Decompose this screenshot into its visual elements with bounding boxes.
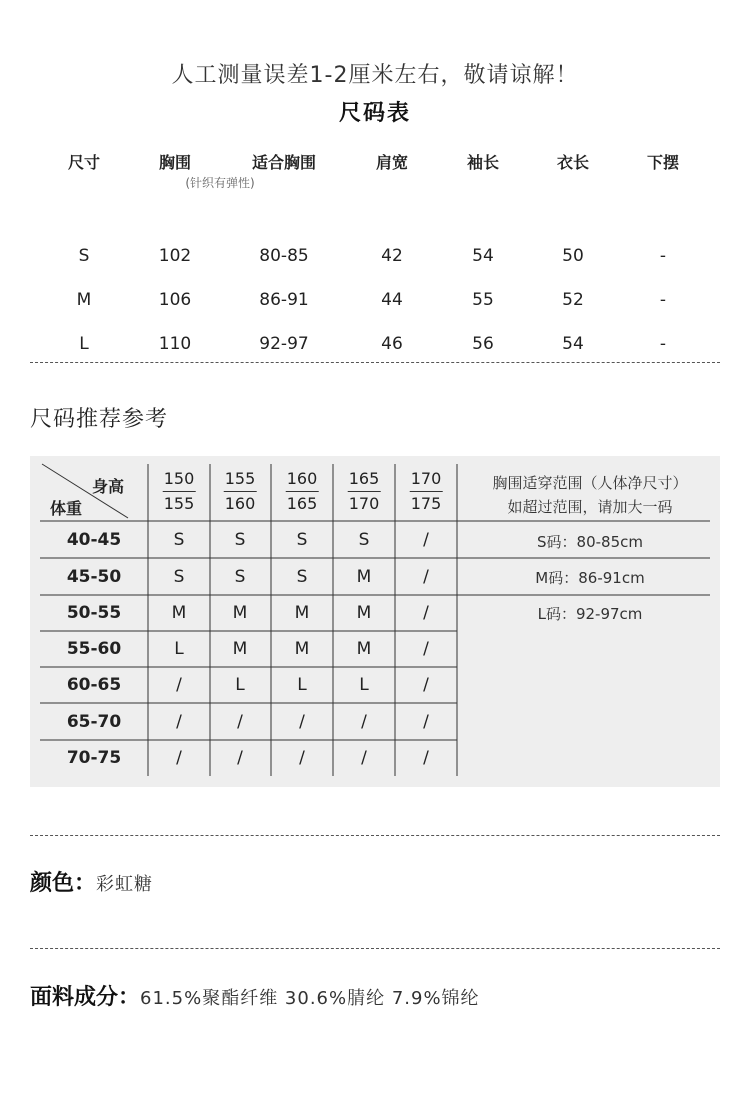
recommend-size-cell: / [176, 711, 182, 732]
chest-note: (针织有弹性) [185, 176, 255, 190]
size-cell: 54 [472, 246, 494, 266]
header-chest: 胸围 [158, 153, 192, 172]
height-range: $\frac{170}{175}$ [410, 469, 442, 513]
recommend-size-cell: / [423, 529, 429, 550]
corner-height-label: 身高 [92, 477, 125, 496]
size-cell: 54 [562, 334, 584, 354]
corner-weight-label: 体重 [50, 499, 83, 518]
recommend-size-cell: / [361, 748, 367, 768]
recommend-size-cell: / [423, 711, 429, 732]
size-chart-table [30, 150, 720, 354]
recommend-size-cell: M [171, 603, 187, 623]
size-row [30, 234, 720, 278]
height-range: $\frac{165}{170}$ [348, 469, 380, 513]
color-label: 颜色： [30, 871, 97, 896]
recommend-size-cell: / [423, 675, 429, 695]
size-cell: 106 [158, 290, 192, 310]
fabric-value: 61.5%聚酯纤维 30.6%腈纶 7.9%锦纶 [140, 988, 480, 1009]
size-cell: 50 [562, 246, 584, 266]
recommend-size-cell: / [299, 711, 305, 732]
divider [30, 948, 720, 949]
size-row [30, 322, 720, 366]
recommend-size-cell: S [358, 529, 370, 550]
recommend-size-cell: / [176, 675, 182, 695]
height-range: $\frac{155}{160}$ [224, 469, 256, 513]
weight-label: 40-45 [66, 529, 122, 550]
size-cell: - [659, 334, 667, 354]
recommend-size-cell: / [176, 748, 182, 768]
size-chart-body [30, 198, 720, 354]
recommend-size-cell: / [299, 748, 305, 768]
fabric-label: 面料成分： [30, 985, 141, 1010]
range-m: M码：86-91cm [535, 569, 645, 587]
size-cell: 42 [381, 246, 403, 266]
recommend-size-cell: S [234, 566, 246, 587]
size-cell: S [78, 246, 90, 266]
size-chart-title: 尺码表 [338, 101, 411, 126]
weight-label: 50-55 [66, 603, 122, 623]
size-cell: 86-91 [259, 290, 309, 310]
recommend-size-cell: / [423, 566, 429, 587]
recommend-size-cell: L [174, 639, 184, 659]
recommend-size-cell: / [423, 748, 429, 768]
fabric-line [30, 980, 480, 1011]
size-cell: 52 [562, 290, 584, 310]
range-header-line2: 如超过范围，请加大一码 [507, 498, 673, 516]
color-value: 彩虹糖 [96, 874, 154, 895]
weight-label: 65-70 [66, 711, 122, 732]
recommend-size-cell: M [232, 603, 248, 623]
size-cell: 110 [158, 334, 192, 354]
recommend-size-cell: M [294, 639, 310, 659]
height-range: $\frac{150}{155}$ [163, 469, 195, 513]
recommend-size-cell: M [294, 603, 310, 623]
header-fit-chest: 适合胸围 [251, 153, 317, 172]
header-hem: 下摆 [646, 153, 680, 172]
size-cell: 80-85 [259, 246, 309, 266]
range-s: S码：80-85cm [537, 533, 643, 551]
recommend-size-cell: M [356, 566, 372, 587]
size-recommend-table [30, 456, 720, 787]
weight-label: 55-60 [66, 639, 122, 659]
size-cell: 55 [472, 290, 494, 310]
size-cell: M [76, 290, 92, 310]
header-size: 尺寸 [67, 153, 101, 172]
size-cell: - [659, 246, 667, 266]
recommend-size-cell: / [423, 603, 429, 623]
weight-label: 45-50 [66, 566, 122, 587]
size-cell: 102 [158, 246, 192, 266]
size-cell: - [659, 290, 667, 310]
weight-label: 70-75 [66, 748, 122, 768]
recommend-size-cell: S [234, 529, 246, 550]
size-cell: 46 [381, 334, 403, 354]
range-l: L码：92-97cm [537, 605, 643, 623]
divider [30, 835, 720, 836]
color-line [30, 866, 153, 897]
divider [30, 362, 720, 363]
recommend-size-cell: S [173, 566, 185, 587]
size-cell: 92-97 [259, 334, 309, 354]
range-header-line1: 胸围适穿范围（人体净尺寸） [492, 474, 688, 492]
recommend-size-cell: S [296, 566, 308, 587]
header-sleeve: 袖长 [466, 153, 500, 172]
recommend-size-cell: L [235, 675, 245, 695]
recommend-size-cell: S [296, 529, 308, 550]
weight-label: 60-65 [66, 675, 122, 695]
recommend-size-cell: M [232, 639, 248, 659]
size-row [30, 278, 720, 322]
recommend-size-cell: L [359, 675, 369, 695]
recommend-size-cell: / [361, 711, 367, 732]
header-shoulder: 肩宽 [375, 153, 409, 172]
size-chart-header [30, 150, 720, 194]
recommend-size-cell: / [237, 711, 243, 732]
recommend-size-cell: M [356, 639, 372, 659]
size-cell: 44 [381, 290, 403, 310]
height-range: $\frac{160}{165}$ [286, 469, 318, 513]
recommend-size-cell: L [297, 675, 307, 695]
recommend-size-cell: S [173, 529, 185, 550]
recommend-size-cell: / [423, 639, 429, 659]
recommend-title: 尺码推荐参考 [30, 407, 169, 432]
recommend-size-cell: M [356, 603, 372, 623]
size-cell: L [79, 334, 89, 354]
recommend-size-cell: / [237, 748, 243, 768]
size-cell: 56 [472, 334, 494, 354]
measurement-notice: 人工测量误差1-2厘米左右，敬请谅解！ [171, 63, 579, 88]
header-length: 衣长 [556, 153, 590, 172]
